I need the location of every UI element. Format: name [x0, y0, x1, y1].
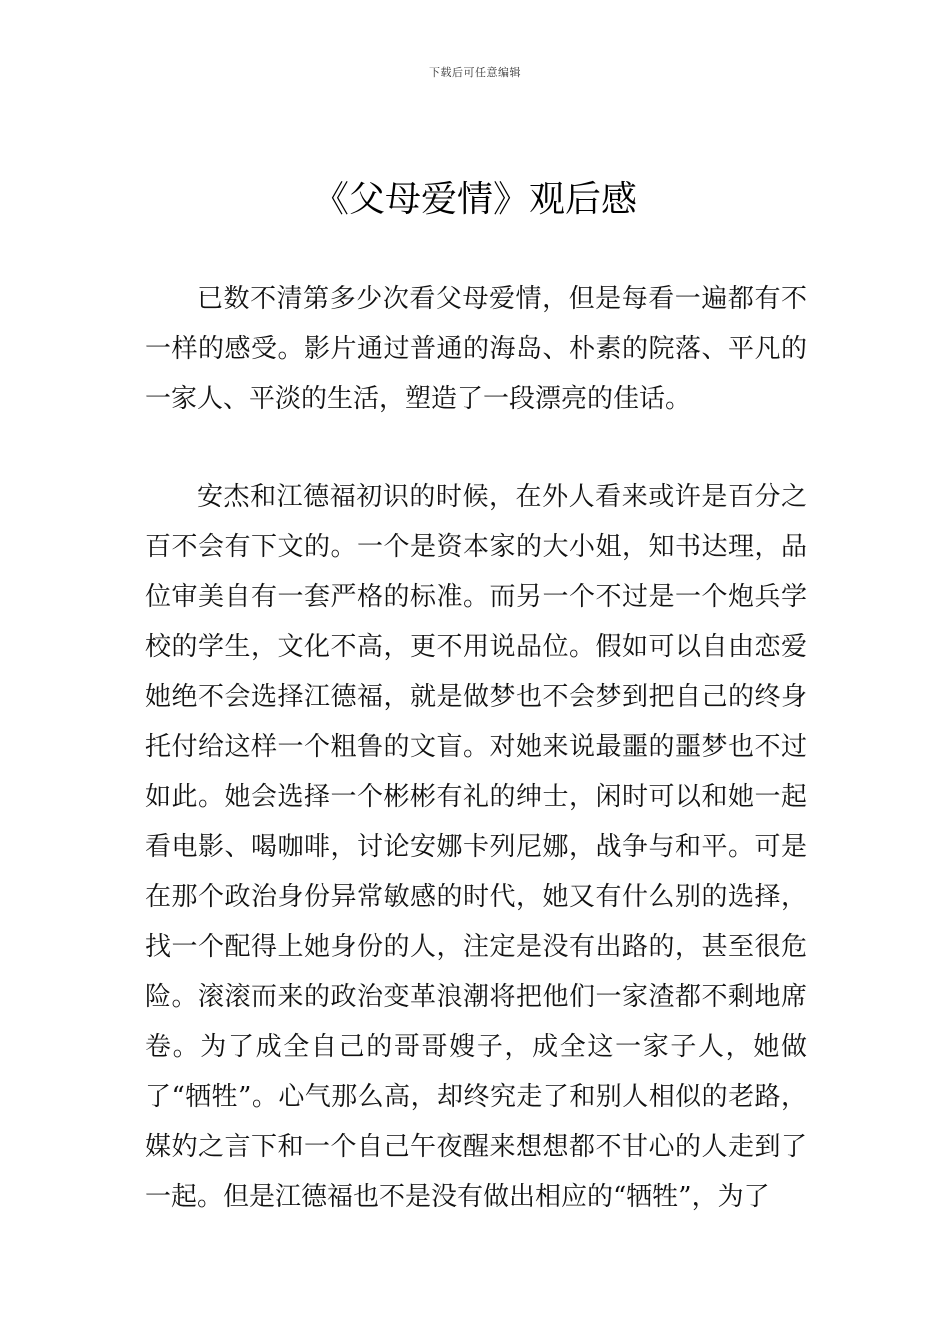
header-note: 下载后可任意编辑 — [429, 66, 521, 79]
document-title: 《父母爱情》观后感 — [312, 179, 637, 220]
paragraph-2: 安杰和江德福初识的时候，在外人看来或许是百分之百不会有下文的。一个是资本家的大小姐，知书达理，品位审美自有一套严格的标准。而另一个不过是一个炮兵学校的学生，文化不高，更不用说品位。假如可以自由恋爱她绝不会选择江德福，就是做梦也不会梦到把自己的终身托付给这样一个粗鲁的文盲。对她来说最噩的噩梦也不过如此。她会选择一个彬彬有礼的绅士，闲时可以和她一起看电影、喝咖啡，讨论安娜卡列尼娜，战争与和平。可是在那个政治身份异常敏感的时代，她又有什么别的选择，找一个配得上她身份的人，注定是没有出路的，甚至很危险。滚滚而来的政治变革浪潮将把他们一家渣都不剩地席卷。为了成全自己的哥哥嫂子，成全这一家子人，她做了“牺牲”。心气那么高，却终究走了和别人相似的老路，媒妁之言下和一个自己午夜醒来想想都不甘心的人走到了一起。但是江德福也不是没有做出相应的“牺牲”，为了 — [145, 482, 807, 1212]
paragraph-1: 已数不清第多少次看父母爱情，但是每看一遍都有不一样的感受。影片通过普通的海岛、朴素的院落、平凡的一家人、平淡的生活，塑造了一段漂亮的佳话。 — [145, 284, 807, 414]
